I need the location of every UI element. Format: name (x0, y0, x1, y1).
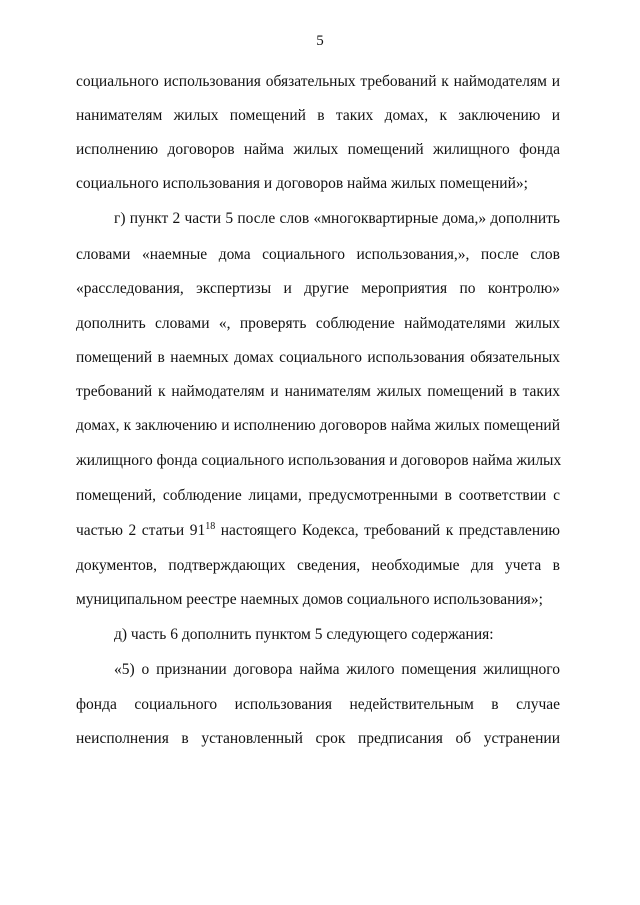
text-line: социального использования и договоров найма жилых помещений»; (76, 175, 528, 192)
text-line: г) пункт 2 части 5 после слов «многоквартирные дома,» дополнить (114, 210, 560, 227)
superscript: 18 (205, 521, 216, 532)
text-line: словами «наемные дома социального использования,», после слов (76, 246, 560, 263)
text-line: нанимателям жилых помещений в таких домах, к заключению и (76, 107, 560, 124)
text-line: неисполнения в установленный срок предписания об устранении (76, 730, 560, 747)
text-line: социального использования обязательных требований к наймодателям и (76, 73, 560, 90)
text-line (76, 521, 560, 541)
text-fragment: частью 2 статьи 91 (76, 522, 206, 539)
text-fragment: настоящего Кодекса, требований к представлению (215, 522, 561, 539)
text-line: «расследования, экспертизы и другие мероприятия по контролю» (76, 280, 560, 297)
text-line: требований к наймодателям и нанимателям жилых помещений в таких (76, 383, 560, 400)
text-line: документов, подтверждающих сведения, необходимые для учета в (76, 557, 560, 574)
page-number: 5 (316, 33, 324, 49)
text-line: исполнению договоров найма жилых помещений жилищного фонда (76, 141, 560, 158)
text-line: жилищного фонда социального использования и договоров найма жилых (76, 452, 562, 469)
text-line: «5) о признании договора найма жилого помещения жилищного (114, 661, 560, 678)
text-line: помещений, соблюдение лицами, предусмотренными в соответствии с (76, 487, 560, 504)
text-line: помещений в наемных домах социального использования обязательных (76, 349, 560, 366)
text-line: домах, к заключению и исполнению договоров найма жилых помещений (76, 417, 560, 434)
text-line: муниципальном реестре наемных домов социального использования»; (76, 591, 543, 608)
text-line: д) часть 6 дополнить пунктом 5 следующего содержания: (114, 626, 494, 643)
text-line: фонда социального использования недействительным в случае (76, 696, 560, 713)
text-line: дополнить словами «, проверять соблюдение наймодателями жилых (76, 315, 560, 332)
